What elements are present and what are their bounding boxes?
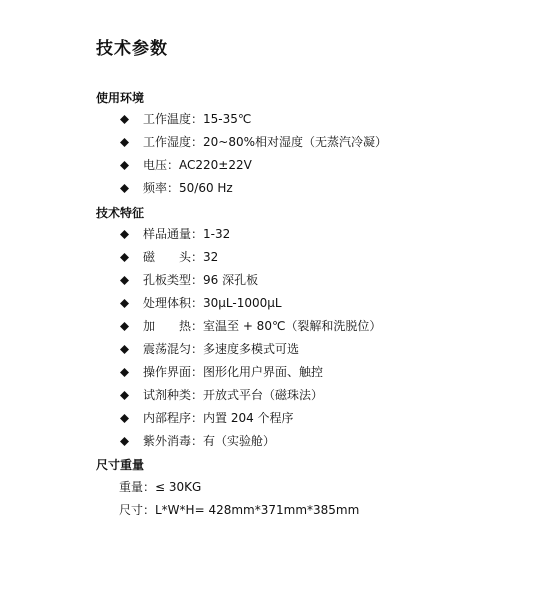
diamond-bullet-icon [120, 345, 129, 354]
section-heading-environment: 使用环境 [96, 91, 145, 105]
list-item-text: 内部程序：内置 204 个程序 [143, 411, 294, 425]
diamond-bullet-icon [120, 230, 129, 239]
section-heading-features: 技术特征 [96, 206, 145, 220]
diamond-bullet-icon [120, 299, 129, 308]
diamond-bullet-icon [120, 253, 129, 262]
diamond-bullet-icon [120, 391, 129, 400]
weight-line: 重量：≤ 30KG [119, 480, 202, 494]
diamond-bullet-icon [120, 322, 129, 331]
list-item-text: 紫外消毒：有（实验舱） [143, 434, 276, 448]
list-item-text: 操作界面：图形化用户界面、触控 [143, 365, 324, 379]
list-item-text: 频率：50/60 Hz [143, 181, 233, 195]
list-item-text: 试剂种类：开放式平台（磁珠法） [143, 388, 324, 402]
dimensions-line: 尺寸：L*W*H= 428mm*371mm*385mm [119, 503, 360, 517]
list-item-text: 加 热：室温至 + 80℃（裂解和洗脱位） [143, 319, 382, 333]
list-item-text: 磁 头：32 [143, 250, 219, 264]
list-item-text: 震荡混匀：多速度多模式可选 [143, 342, 300, 356]
list-item-text: 工作温度：15-35℃ [143, 112, 252, 126]
list-item-text: 电压：AC220±22V [143, 158, 252, 172]
diamond-bullet-icon [120, 414, 129, 423]
page-title: 技术参数 [96, 39, 168, 59]
diamond-bullet-icon [120, 437, 129, 446]
diamond-bullet-icon [120, 184, 129, 193]
list-item-text: 工作湿度：20~80%相对湿度（无蒸汽冷凝） [143, 135, 387, 149]
diamond-bullet-icon [120, 161, 129, 170]
diamond-bullet-icon [120, 368, 129, 377]
diamond-bullet-icon [120, 115, 129, 124]
list-item-text: 样品通量：1-32 [143, 227, 231, 241]
section-heading-size-weight: 尺寸重量 [96, 458, 145, 472]
diamond-bullet-icon [120, 276, 129, 285]
list-item-text: 孔板类型：96 深孔板 [143, 273, 259, 287]
list-item-text: 处理体积：30μL-1000μL [143, 296, 282, 310]
diamond-bullet-icon [120, 138, 129, 147]
